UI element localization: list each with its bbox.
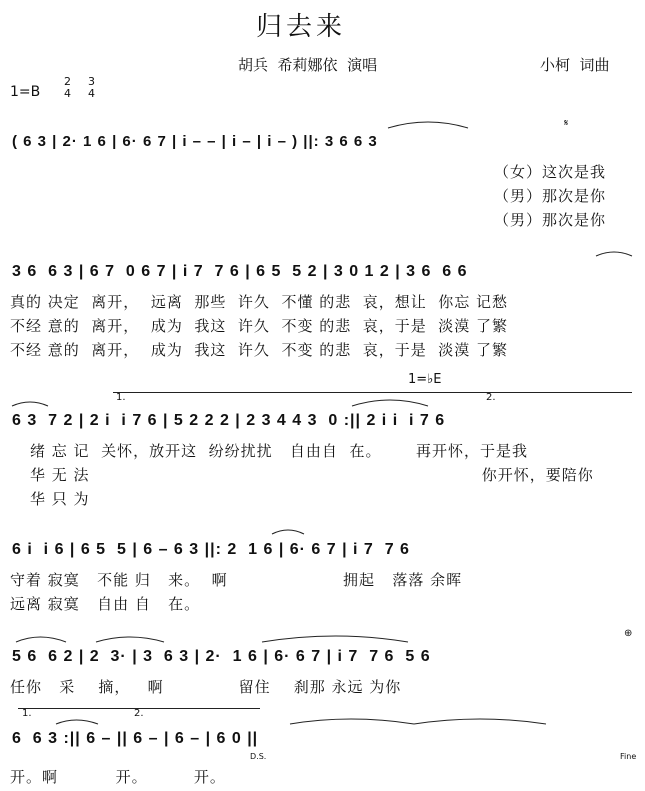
row1-lyric-1: （女）这次是我 xyxy=(494,163,607,181)
composer-credit: 小柯 词曲 xyxy=(540,56,610,74)
row2-lyric-2: 不经 意的 离开， 成为 我这 许久 不变 的悲 哀，于是 淡漠 了繁 xyxy=(10,317,509,335)
time-signature-1: 2 4 xyxy=(64,75,71,100)
tie-arc xyxy=(12,402,48,406)
volta-2-label-end: 2. xyxy=(134,708,144,719)
tie-arc xyxy=(596,252,632,256)
tie-arc xyxy=(290,719,414,724)
tie-arc xyxy=(272,530,304,534)
row2-lyric-3: 不经 意的 离开， 成为 我这 许久 不变 的悲 哀，于是 淡漠 了繁 xyxy=(10,341,509,359)
tie-arc xyxy=(352,400,428,406)
row4-notes: 6 i i 6 | 6 5 5 | 6 – 6 3 ||: 2 1 6 | 6· 6 7 | i 7 7 6 xyxy=(12,541,410,558)
volta-2-label: 2. xyxy=(486,392,496,403)
ds-mark: D.S. xyxy=(250,752,267,761)
volta-1-label-end: 1. xyxy=(22,708,32,719)
row3-lyric-1: 绪 忘 记 关怀，放开这 纷纷扰扰 自由自 在。 再开怀，于是我 xyxy=(30,442,529,460)
row1-lyric-2: （男）那次是你 xyxy=(494,187,607,205)
tie-arc xyxy=(262,636,408,642)
tie-arc xyxy=(96,637,164,642)
coda-mark: ⊕ xyxy=(624,628,633,639)
tie-arc xyxy=(388,122,468,128)
segno-mark: 𝄋 xyxy=(564,118,569,129)
key-change: 1=♭E xyxy=(408,372,442,387)
row5-notes: 5 6 6 2 | 2 3· | 3 6 3 | 2· 1 6 | 6· 6 7 | i 7 7 6 5 6 xyxy=(12,648,431,665)
row1-notes: ( 6 3 | 2· 1 6 | 6· 6 7 | i – – | i – | i – ) ||: 3 6 6 3 xyxy=(12,133,378,150)
row5-lyric: 任你 采 摘， 啊 留住 刹那 永远 为你 xyxy=(10,678,402,696)
tie-arc xyxy=(16,637,66,642)
row4-lyric-2: 远离 寂寞 自由 自 在。 xyxy=(10,595,201,613)
row3-lyric-3: 华 只 为 xyxy=(30,490,90,508)
song-title: 归去来 xyxy=(256,12,347,42)
row2-notes: 3 6 6 3 | 6 7 0 6 7 | i 7 7 6 | 6 5 5 2 | 3 0 1 2 | 3 6 6 6 xyxy=(12,263,468,280)
tie-arc xyxy=(414,719,546,724)
row3-notes: 6 3 7 2 | 2 i i 7 6 | 5 2 2 2 | 2 3 4 4 3 0 :|| 2 i i i 7 6 xyxy=(12,412,446,429)
row4-lyric-1: 守着 寂寞 不能 归 来。 啊 拥起 落落 余晖 xyxy=(10,571,463,589)
key-signature: 1=B xyxy=(10,84,41,100)
volta-1-label: 1. xyxy=(116,392,126,403)
row6-notes: 6 6 3 :|| 6 – || 6 – | 6 – | 6 0 || xyxy=(12,730,259,747)
fine-mark: Fine xyxy=(620,752,637,761)
time-signature-2: 3 4 xyxy=(88,75,95,100)
performers: 胡兵 希莉娜依 演唱 xyxy=(238,56,378,74)
row6-lyric: 开。啊 开。 开。 xyxy=(10,768,226,786)
row3-lyric-2: 华 无 法 你开怀，要陪你 xyxy=(30,466,594,484)
row2-lyric-1: 真的 决定 离开， 远离 那些 许久 不懂 的悲 哀，想让 你忘 记愁 xyxy=(10,293,509,311)
row1-lyric-3: （男）那次是你 xyxy=(494,211,607,229)
tie-arc xyxy=(56,720,98,724)
